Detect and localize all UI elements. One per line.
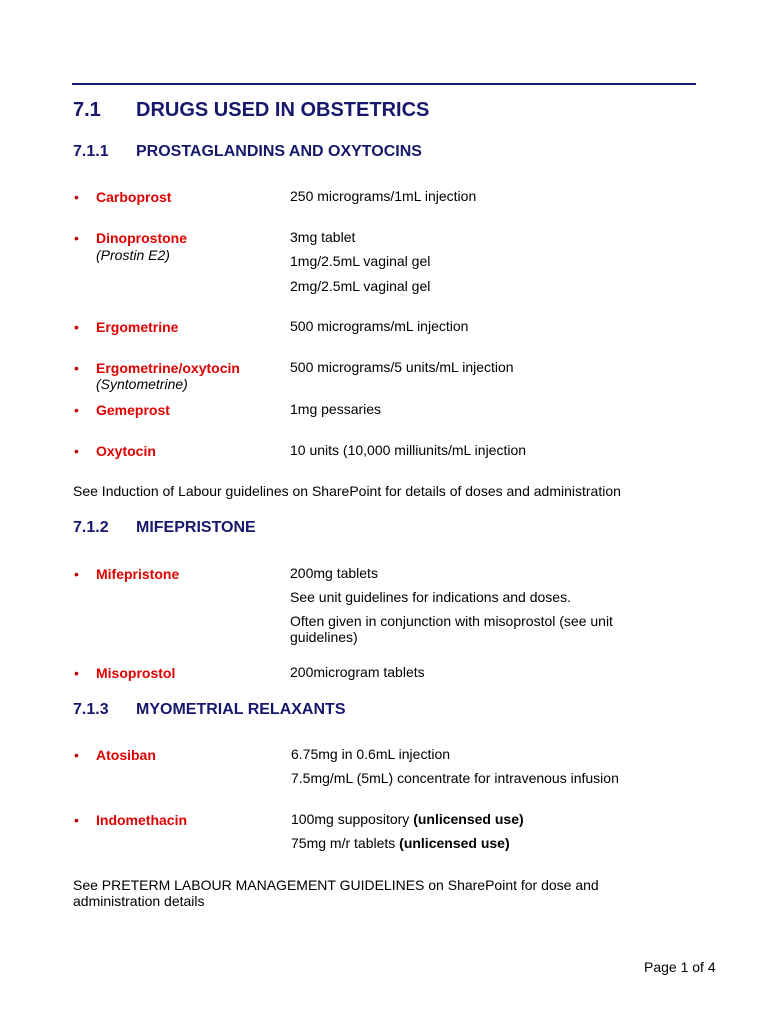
drug-name: Carboprost (96, 189, 172, 205)
drug-detail: 1mg/2.5mL vaginal gel (290, 253, 431, 269)
drug-detail: 2mg/2.5mL vaginal gel (290, 278, 431, 294)
detail-text: 75mg m/r tablets (291, 835, 400, 851)
note: administration details (73, 893, 205, 909)
page-number: Page 1 of 4 (644, 959, 716, 975)
section-title: MYOMETRIAL RELAXANTS (136, 701, 346, 718)
top-rule (72, 83, 696, 85)
drug-alt-name: (Syntometrine) (96, 376, 188, 392)
drug-name: Gemeprost (96, 402, 170, 418)
drug-detail: 200microgram tablets (290, 664, 425, 680)
page-title (73, 99, 429, 122)
detail-text: 100mg suppository (291, 811, 414, 827)
drug-detail: Often given in conjunction with misoprostol (see unit (290, 613, 613, 629)
drug-name: Ergometrine (96, 319, 179, 335)
drug-name: Indomethacin (96, 812, 188, 828)
drug-detail: 7.5mg/mL (5mL) concentrate for intravenous infusion (291, 770, 619, 786)
drug-detail: 500 micrograms/5 units/mL injection (290, 359, 514, 375)
heading-number: 7.1 (73, 99, 101, 121)
drug-detail: 500 micrograms/mL injection (290, 318, 469, 334)
drug-detail: See unit guidelines for indications and doses. (290, 589, 571, 605)
drug-detail: 250 micrograms/1mL injection (290, 188, 477, 204)
bullet: • (74, 747, 79, 763)
drug-detail (291, 811, 524, 827)
note: See PRETERM LABOUR MANAGEMENT GUIDELINES on SharePoint for dose and (73, 877, 599, 893)
bullet: • (74, 360, 79, 376)
drug-detail: 3mg tablet (290, 229, 356, 245)
drug-name: Atosiban (96, 747, 156, 763)
drug-detail: 1mg pessaries (290, 401, 382, 417)
unlicensed-flag: (unlicensed use) (399, 835, 510, 851)
drug-detail (291, 835, 510, 851)
section-number: 7.1.3 (73, 701, 109, 718)
drug-detail: 200mg tablets (290, 565, 378, 581)
section-number: 7.1.1 (73, 143, 109, 160)
drug-name: Misoprostol (96, 665, 176, 681)
section-title: MIFEPRISTONE (136, 519, 256, 536)
bullet: • (74, 402, 79, 418)
drug-detail: 6.75mg in 0.6mL injection (291, 746, 451, 762)
section-number: 7.1.2 (73, 519, 109, 536)
drug-name: Mifepristone (96, 566, 180, 582)
bullet: • (74, 665, 79, 681)
bullet: • (74, 319, 79, 335)
bullet: • (74, 566, 79, 582)
drug-alt-name: (Prostin E2) (96, 247, 170, 263)
section-title: PROSTAGLANDINS AND OXYTOCINS (136, 143, 422, 160)
section-heading (73, 519, 256, 537)
drug-name: Dinoprostone (96, 230, 187, 246)
heading-title: DRUGS USED IN OBSTETRICS (136, 99, 430, 121)
bullet: • (74, 230, 79, 246)
bullet: • (74, 443, 79, 459)
bullet: • (74, 812, 79, 828)
drug-detail: guidelines) (290, 629, 358, 645)
bullet: • (74, 189, 79, 205)
drug-name: Oxytocin (96, 443, 156, 459)
section-heading (73, 701, 345, 719)
unlicensed-flag: (unlicensed use) (413, 811, 524, 827)
drug-name: Ergometrine/oxytocin (96, 360, 240, 376)
drug-detail: 10 units (10,000 milliunits/mL injection (290, 442, 527, 458)
section-heading (73, 143, 422, 161)
note: See Induction of Labour guidelines on SharePoint for details of doses and administration (73, 483, 621, 499)
